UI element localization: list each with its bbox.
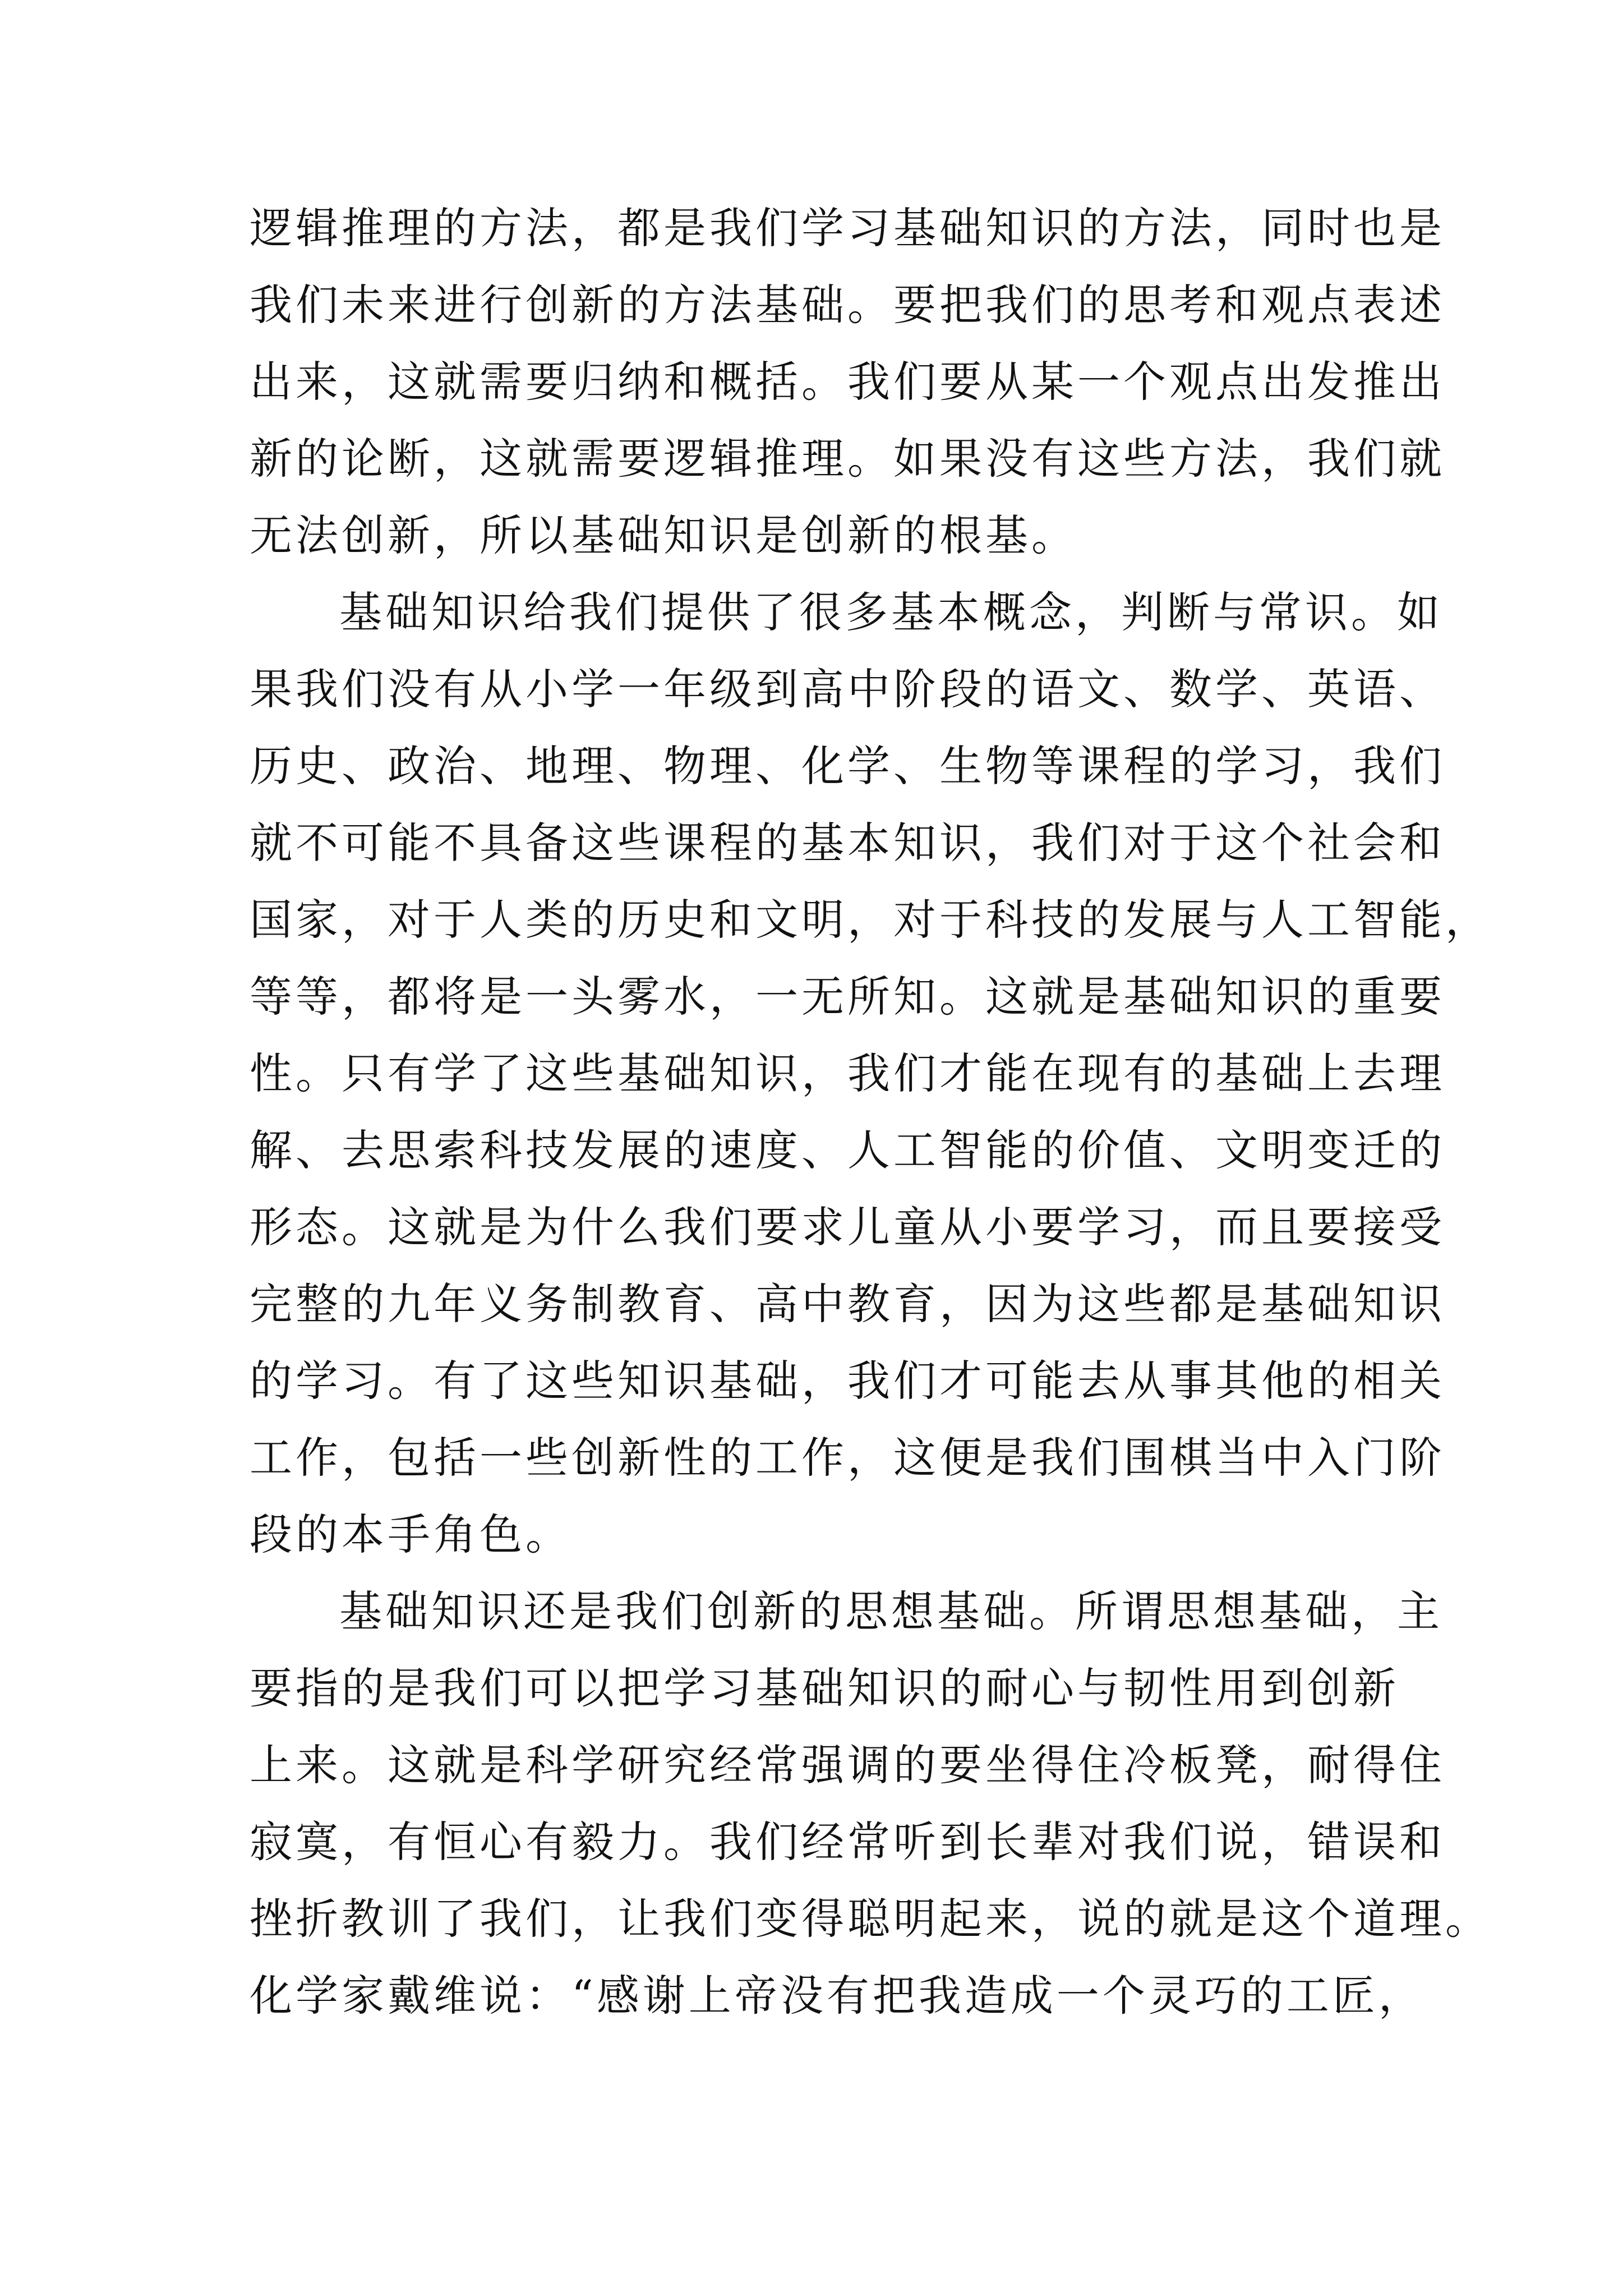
text-line: 性。只有学了这些基础知识，我们才能在现有的基础上去理 (250, 1048, 1445, 1098)
paragraph-start-line: 基础知识给我们提供了很多基本概念，判断与常识。如 (339, 587, 1443, 637)
text-line: 寂寞，有恒心有毅力。我们经常听到长辈对我们说，错误和 (250, 1817, 1445, 1867)
text-line: 形态。这就是为什么我们要求儿童从小要学习，而且要接受 (250, 1202, 1445, 1252)
text-line: 化学家戴维说：“感谢上帝没有把我造成一个灵巧的工匠， (250, 1971, 1424, 2021)
text-line: 出来，这就需要归纳和概括。我们要从某一个观点出发推出 (250, 357, 1445, 407)
text-line: 段的本手角色。 (250, 1510, 571, 1559)
text-line: 无法创新，所以基础知识是创新的根基。 (250, 510, 1077, 560)
text-line: 上来。这就是科学研究经常强调的要坐得住冷板凳，耐得住 (250, 1740, 1445, 1790)
text-line: 解、去思索科技发展的速度、人工智能的价值、文明变迁的 (250, 1125, 1445, 1175)
text-line: 逻辑推理的方法，都是我们学习基础知识的方法，同时也是 (250, 203, 1445, 253)
text-line: 工作，包括一些创新性的工作，这便是我们围棋当中入门阶 (250, 1433, 1445, 1483)
text-line: 历史、政治、地理、物理、化学、生物等课程的学习，我们 (250, 741, 1445, 791)
text-line: 要指的是我们可以把学习基础知识的耐心与韧性用到创新 (250, 1663, 1399, 1713)
text-line: 国家，对于人类的历史和文明，对于科技的发展与人工智能， (250, 895, 1491, 945)
text-line: 完整的九年义务制教育、高中教育，因为这些都是基础知识 (250, 1279, 1445, 1329)
text-line: 的学习。有了这些知识基础，我们才可能去从事其他的相关 (250, 1356, 1445, 1406)
text-line: 新的论断，这就需要逻辑推理。如果没有这些方法，我们就 (250, 434, 1445, 484)
text-line: 等等，都将是一头雾水，一无所知。这就是基础知识的重要 (250, 972, 1445, 1022)
text-line: 就不可能不具备这些课程的基本知识，我们对于这个社会和 (250, 818, 1445, 868)
text-line: 我们未来进行创新的方法基础。要把我们的思考和观点表述 (250, 280, 1445, 330)
paragraph-start-line: 基础知识还是我们创新的思想基础。所谓思想基础，主 (339, 1586, 1443, 1636)
body-text (250, 190, 1491, 2034)
text-line: 挫折教训了我们，让我们变得聪明起来，说的就是这个道理。 (250, 1894, 1491, 1944)
text-line: 果我们没有从小学一年级到高中阶段的语文、数学、英语、 (250, 664, 1445, 714)
